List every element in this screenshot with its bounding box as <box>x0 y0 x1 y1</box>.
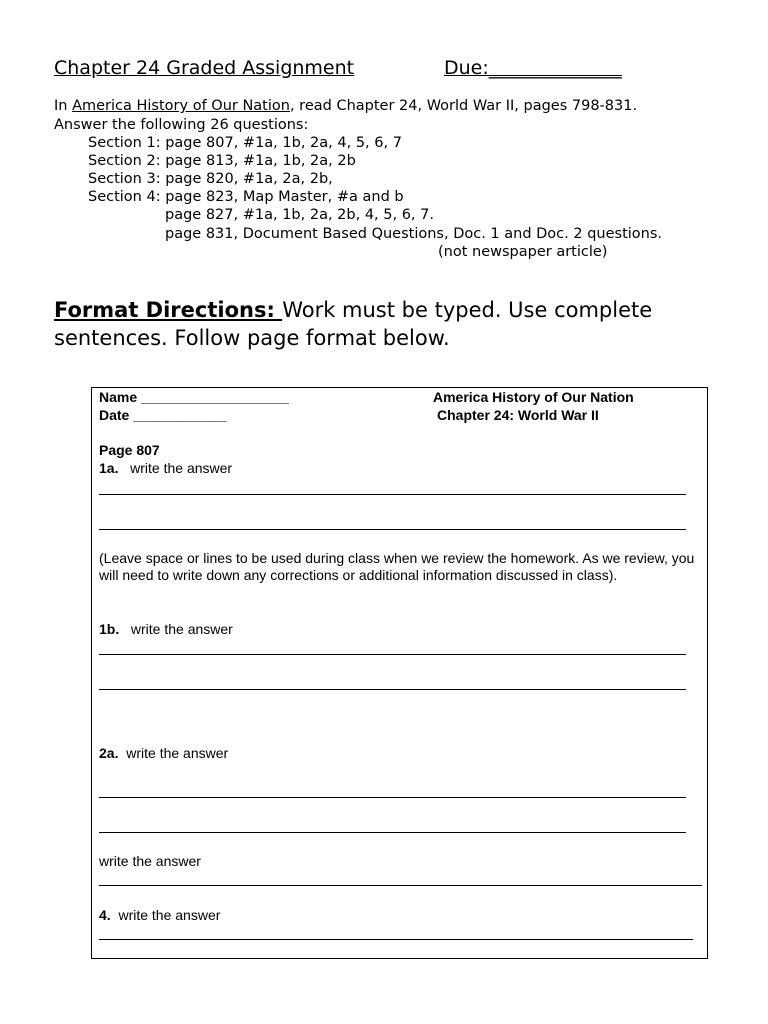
format-directions-line-2: sentences. Follow page format below. <box>54 326 450 350</box>
question-number: 1b. <box>99 621 120 637</box>
date-line: Date ____________ <box>99 407 227 423</box>
format-directions-line-1 <box>54 296 652 324</box>
format-directions-text: Work must be typed. Use complete <box>282 298 653 322</box>
answer-line <box>99 797 686 798</box>
question-2a <box>99 745 228 762</box>
section-4-sub-1: page 827, #1a, 1b, 2a, 2b, 4, 5, 6, 7. <box>165 207 434 223</box>
question-number: 2a. <box>99 745 119 761</box>
sample-book-title: America History of Our Nation <box>433 389 634 405</box>
question-1b <box>99 621 233 638</box>
question-text: write the answer <box>130 460 233 476</box>
answer-line <box>99 654 686 655</box>
question-number: 1a. <box>99 460 119 476</box>
intro-line-2: Answer the following 26 questions: <box>54 117 309 133</box>
answer-line <box>99 885 702 886</box>
question-text: write the answer <box>130 621 233 637</box>
intro-rest: , read Chapter 24, World War II, pages 798-831. <box>289 98 638 114</box>
question-text: write the answer <box>118 907 221 923</box>
review-note: (Leave space or lines to be used during class when we review the homework. As we review, you will need to write down any corrections or additional information discussed in class). <box>99 550 695 583</box>
sample-page-format-box <box>91 387 708 959</box>
due-date-field <box>444 57 622 79</box>
book-title-link: America History of Our Nation <box>72 98 290 114</box>
name-line: Name ___________________ <box>99 389 289 405</box>
answer-line <box>99 689 686 690</box>
intro-line-1 <box>54 97 637 115</box>
answer-line <box>99 494 686 495</box>
section-3: Section 3: page 820, #1a, 2a, 2b, <box>88 171 333 187</box>
section-4-sub-2: page 831, Document Based Questions, Doc. 1 and Doc. 2 questions. <box>165 226 663 242</box>
question-4 <box>99 907 220 924</box>
intro-prefix: In <box>54 98 73 114</box>
question-1a <box>99 460 232 477</box>
sample-chapter: Chapter 24: World War II <box>437 407 599 423</box>
section-4-sub-3: (not newspaper article) <box>438 244 608 260</box>
assignment-title: Chapter 24 Graded Assignment <box>54 57 355 79</box>
format-directions-label: Format Directions: <box>54 298 283 322</box>
question-unnumbered: write the answer <box>99 853 201 869</box>
sample-page-label: Page 807 <box>99 442 160 458</box>
due-blank: ______________ <box>488 57 622 79</box>
question-number: 4. <box>99 907 111 923</box>
section-2: Section 2: page 813, #1a, 1b, 2a, 2b <box>88 153 356 169</box>
due-label: Due: <box>444 57 489 79</box>
section-4: Section 4: page 823, Map Master, #a and b <box>88 189 404 205</box>
answer-line <box>99 939 693 940</box>
answer-line <box>99 832 686 833</box>
answer-line <box>99 529 686 530</box>
question-text: write the answer <box>126 745 229 761</box>
section-1: Section 1: page 807, #1a, 1b, 2a, 4, 5, 6, 7 <box>88 135 402 151</box>
